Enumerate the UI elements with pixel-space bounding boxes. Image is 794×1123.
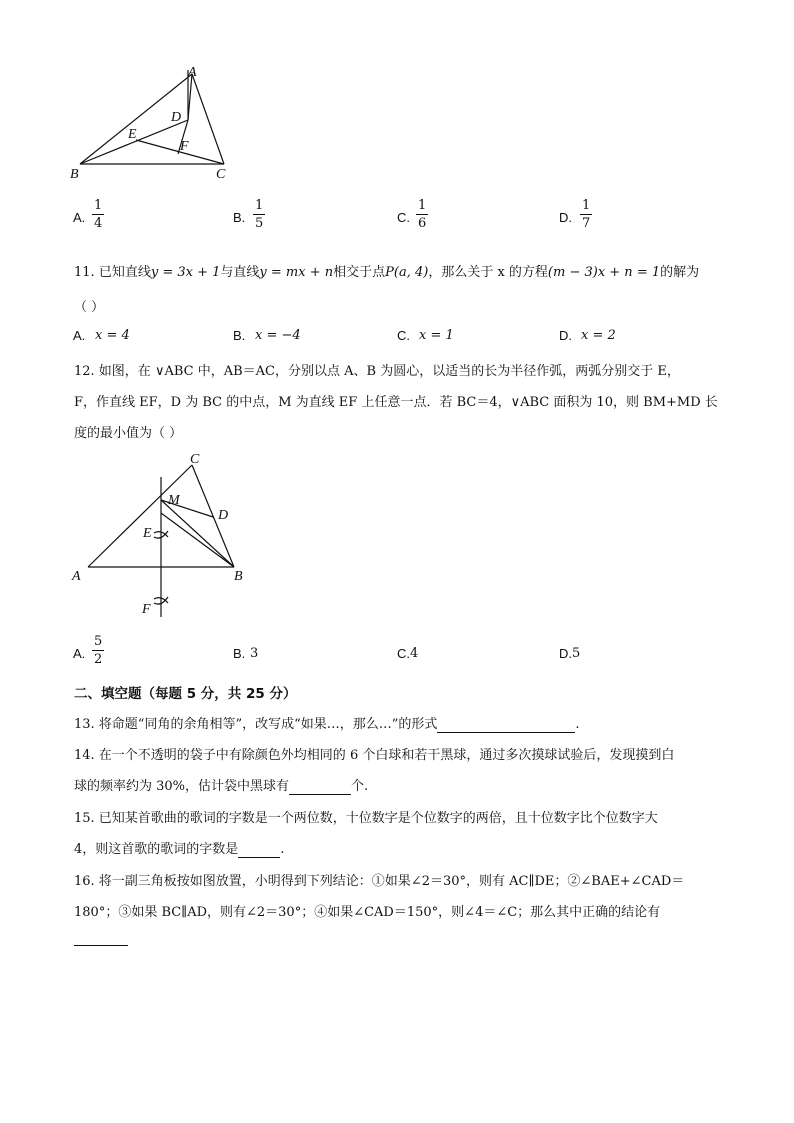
q14-text-b: 个. [351, 779, 369, 794]
segment-ac [192, 74, 224, 164]
q16-stem-line-2: 180°；③如果 BC∥AD，则有∠2＝30°；④如果∠CAD＝150°，则∠4＝∠C；那么其中正确的结论有 [74, 905, 661, 920]
q14-answer-blank[interactable] [289, 779, 351, 795]
q15-stem-line-1: 15. 已知某首歌曲的歌词的字数是一个两位数，十位数字是个位数字的两倍，且十位数字比个位数字大 [74, 811, 658, 826]
label-e: E [143, 526, 152, 541]
q13-end: . [575, 717, 580, 732]
q11-text-5: 的解为 [660, 265, 700, 280]
label-e: E [128, 127, 137, 142]
q11-stem [74, 261, 699, 280]
label-c: C [216, 167, 226, 182]
label-d: D [218, 508, 229, 523]
q12-option-c-letter: C. [397, 646, 410, 661]
q12-option-b-letter: B. [233, 646, 246, 661]
q10-option-d-fraction[interactable]: 1 7 [582, 198, 591, 231]
label-f: F [180, 139, 189, 154]
q13-answer-blank[interactable] [437, 717, 575, 733]
q15-text-b: . [280, 842, 285, 857]
q10-option-d-letter: D. [559, 210, 572, 225]
label-f: F [142, 602, 151, 617]
q12-option-a-letter: A. [73, 646, 86, 661]
q11-number: 11. [74, 265, 95, 280]
q14-text-a: 球的频率约为 30%，估计袋中黑球有 [74, 779, 290, 794]
q12-option-a-fraction[interactable]: 5 2 [94, 634, 103, 667]
q11-option-b[interactable]: x = −4 [255, 328, 301, 343]
label-a: A [188, 65, 197, 80]
q11-option-d[interactable]: x = 2 [581, 328, 616, 343]
q11-text-1: 已知直线 [98, 265, 151, 280]
q15-answer-blank[interactable] [238, 842, 280, 858]
q16-stem-line-1: 16. 将一副三角板按如图放置，小明得到下列结论：①如果∠2＝30°，则有 AC∥DE；②∠BAE+∠CAD＝ [74, 874, 685, 889]
q15-text-a: 4，则这首歌的歌词的字数是 [74, 842, 239, 857]
q12-stem-line-1: 12. 如图，在 ∨ABC 中，AB＝AC，分别以点 A、B 为圆心，以适当的长为半径作弧，两弧分别交于 E， [74, 364, 680, 379]
q11-option-c-letter: C. [397, 328, 410, 343]
q14-stem-line-1: 14. 在一个不透明的袋子中有除颜色外均相同的 6 个白球和若干黑球，通过多次摸球试验后，发现摸到白 [74, 748, 675, 763]
q10-option-b-fraction[interactable]: 1 5 [255, 198, 264, 231]
q10-option-b-letter: B. [233, 210, 246, 225]
q11-text-4: ，那么关于 x 的方程 [428, 265, 548, 280]
section-title-fill-in-blank: 二、填空题（每题 5 分，共 25 分） [74, 686, 297, 702]
q11-point: P(a, 4) [385, 265, 429, 280]
q11-equation-1: y = 3x + 1 [150, 265, 221, 280]
segment-ac [88, 465, 192, 567]
q11-option-c[interactable]: x = 1 [419, 328, 454, 343]
figure-triangle-perpendicular-bisector [60, 445, 260, 620]
label-b: B [70, 167, 79, 182]
label-b: B [234, 569, 243, 584]
q10-option-a-fraction[interactable]: 1 4 [94, 198, 103, 231]
q12-option-b[interactable]: 3 [250, 646, 259, 661]
q10-option-a-letter: A. [73, 210, 86, 225]
q11-text-2: 与直线 [220, 265, 260, 280]
label-d: D [171, 110, 182, 125]
q11-option-a[interactable]: x = 4 [95, 328, 130, 343]
q12-option-d-letter: D. [559, 646, 572, 661]
q16-answer-blank[interactable] [74, 944, 128, 946]
label-c: C [190, 452, 200, 467]
q10-option-c-fraction[interactable]: 1 6 [418, 198, 427, 231]
q11-equation-2: y = mx + n [259, 265, 334, 280]
q11-option-d-letter: D. [559, 328, 572, 343]
q12-option-c[interactable]: 4 [410, 646, 419, 661]
q11-equation-3: (m − 3)x + n = 1 [547, 265, 661, 280]
label-a: A [72, 569, 81, 584]
q12-stem-line-3: 度的最小值为（ ） [74, 426, 183, 441]
q10-option-c-letter: C. [397, 210, 410, 225]
q12-stem-line-2: F，作直线 EF，D 为 BC 的中点，M 为直线 EF 上任意一点．若 BC＝4，∨ABC 面积为 10，则 BM+MD 长 [74, 395, 718, 410]
q11-option-b-letter: B. [233, 328, 246, 343]
label-m: M [168, 493, 180, 508]
q15-stem-line-2 [74, 838, 284, 858]
q14-stem-line-2 [74, 775, 368, 795]
figure-triangle-abc-def [60, 60, 260, 185]
q12-option-d[interactable]: 5 [572, 646, 581, 661]
q11-text-3: 相交于点 [333, 265, 386, 280]
q13-text: 13. 将命题“同角的余角相等”，改写成“如果…，那么…”的形式 [74, 717, 438, 732]
q13-stem [74, 713, 580, 733]
q11-option-a-letter: A. [73, 328, 86, 343]
q11-answer-paren: （ ） [74, 300, 105, 315]
